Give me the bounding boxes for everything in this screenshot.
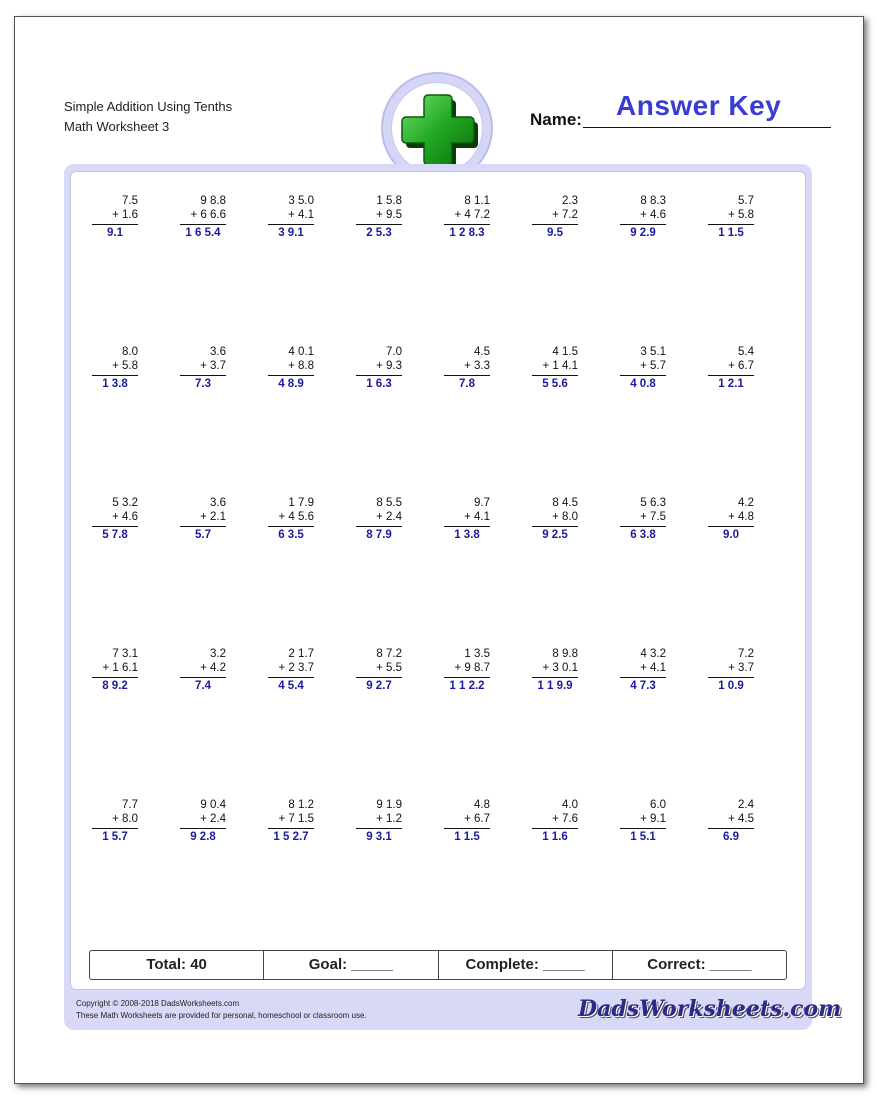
problem-bottom-operand: + 8.0 (552, 510, 578, 523)
problem-answer: 9 2.8 (190, 831, 216, 843)
problem-sum-line (268, 828, 314, 829)
problem-answer: 6.9 (723, 831, 739, 843)
problem-sum-line (620, 224, 666, 225)
problem-top-operand: 8 9.8 (552, 648, 578, 660)
problem-bottom-operand: + 4.8 (728, 510, 754, 523)
problem-bottom-operand: + 5.8 (112, 359, 138, 372)
problem-sum-line (532, 677, 578, 678)
problem-sum-line (356, 224, 402, 225)
problem-2-8 (708, 346, 754, 392)
problem-1-4 (356, 195, 402, 241)
problem-top-operand: 6.0 (650, 799, 666, 811)
problem-sum-line (708, 224, 754, 225)
problem-sum-line (444, 375, 490, 376)
problem-top-operand: 4.5 (474, 346, 490, 358)
problem-top-operand: 4.2 (738, 497, 754, 509)
problem-bottom-operand: + 7.2 (552, 208, 578, 221)
problem-answer: 1 5.7 (102, 831, 128, 843)
problem-answer: 7.8 (459, 378, 475, 390)
problem-bottom-operand: + 3.7 (728, 661, 754, 674)
problem-top-operand: 4 0.1 (288, 346, 314, 358)
problem-2-2 (180, 346, 226, 392)
problem-answer: 1 2.1 (718, 378, 744, 390)
problem-answer: 9 2.9 (630, 227, 656, 239)
problem-bottom-operand: + 7 1.5 (278, 812, 314, 825)
problem-bottom-operand: + 5.8 (728, 208, 754, 221)
problem-top-operand: 4.8 (474, 799, 490, 811)
problem-4-3 (268, 648, 314, 694)
problem-bottom-operand: + 1 4.1 (542, 359, 578, 372)
problem-top-operand: 7.0 (386, 346, 402, 358)
problem-sum-line (444, 224, 490, 225)
problem-top-operand: 7.5 (122, 195, 138, 207)
problem-answer: 9.1 (107, 227, 123, 239)
problem-sum-line (268, 224, 314, 225)
problem-answer: 1 5.1 (630, 831, 656, 843)
problem-1-3 (268, 195, 314, 241)
problem-sum-line (620, 677, 666, 678)
problem-sum-line (620, 526, 666, 527)
problem-sum-line (532, 526, 578, 527)
copyright-text: Copyright © 2008-2018 DadsWorksheets.com (76, 999, 240, 1008)
problem-sum-line (708, 677, 754, 678)
problem-bottom-operand: + 8.0 (112, 812, 138, 825)
problems-area (70, 171, 806, 990)
problem-top-operand: 1 5.8 (376, 195, 402, 207)
problem-sum-line (268, 375, 314, 376)
problem-3-4 (356, 497, 402, 543)
problem-sum-line (444, 828, 490, 829)
problem-sum-line (356, 828, 402, 829)
problem-answer: 4 0.8 (630, 378, 656, 390)
problem-answer: 1 5 2.7 (273, 831, 309, 843)
problem-top-operand: 8 4.5 (552, 497, 578, 509)
problem-3-3 (268, 497, 314, 543)
problem-sum-line (708, 375, 754, 376)
problem-top-operand: 2 1.7 (288, 648, 314, 660)
problem-4-1 (92, 648, 138, 694)
problem-bottom-operand: + 1.2 (376, 812, 402, 825)
problem-answer: 2 5.3 (366, 227, 392, 239)
problem-bottom-operand: + 9 8.7 (454, 661, 490, 674)
problem-answer: 9.5 (547, 227, 563, 239)
problem-top-operand: 4 1.5 (552, 346, 578, 358)
problem-5-7 (620, 799, 666, 845)
problem-bottom-operand: + 8.8 (288, 359, 314, 372)
problem-bottom-operand: + 7.5 (640, 510, 666, 523)
problem-bottom-operand: + 4.1 (640, 661, 666, 674)
problem-answer: 5.7 (195, 529, 211, 541)
problem-bottom-operand: + 4.2 (200, 661, 226, 674)
problem-5-5 (444, 799, 490, 845)
problem-answer: 4 7.3 (630, 680, 656, 692)
problem-top-operand: 3 5.1 (640, 346, 666, 358)
problem-bottom-operand: + 7.6 (552, 812, 578, 825)
problems-frame (64, 164, 812, 1030)
title-line-2: Math Worksheet 3 (64, 119, 170, 134)
problem-2-7 (620, 346, 666, 392)
problem-4-5 (444, 648, 490, 694)
problem-top-operand: 8 1.1 (464, 195, 490, 207)
goal-cell[interactable]: Goal: _____ (264, 951, 438, 979)
problem-5-3 (268, 799, 314, 845)
problem-sum-line (92, 224, 138, 225)
problem-5-4 (356, 799, 402, 845)
problem-top-operand: 4 3.2 (640, 648, 666, 660)
problem-bottom-operand: + 3.3 (464, 359, 490, 372)
problem-answer: 7.3 (195, 378, 211, 390)
problem-sum-line (620, 828, 666, 829)
problem-top-operand: 9 0.4 (200, 799, 226, 811)
problem-3-8 (708, 497, 754, 543)
problem-sum-line (708, 526, 754, 527)
problem-bottom-operand: + 4 5.6 (278, 510, 314, 523)
problem-top-operand: 9.7 (474, 497, 490, 509)
problem-answer: 5 7.8 (102, 529, 128, 541)
problem-top-operand: 3 5.0 (288, 195, 314, 207)
problem-top-operand: 5.7 (738, 195, 754, 207)
problem-top-operand: 3.6 (210, 497, 226, 509)
problem-1-2 (180, 195, 226, 241)
problem-answer: 4 5.4 (278, 680, 304, 692)
problem-answer: 7.4 (195, 680, 211, 692)
brand-logo: DadsWorksheets.com (578, 996, 842, 1022)
logo-badge-inner (391, 82, 483, 174)
problem-answer: 3 9.1 (278, 227, 304, 239)
problem-answer: 9 2.7 (366, 680, 392, 692)
problem-top-operand: 2.4 (738, 799, 754, 811)
problem-answer: 1 3.8 (454, 529, 480, 541)
problem-sum-line (356, 375, 402, 376)
problem-top-operand: 5 6.3 (640, 497, 666, 509)
problem-bottom-operand: + 9.5 (376, 208, 402, 221)
problem-5-6 (532, 799, 578, 845)
problem-top-operand: 9 8.8 (200, 195, 226, 207)
problem-answer: 1 6.3 (366, 378, 392, 390)
problem-top-operand: 2.3 (562, 195, 578, 207)
problem-bottom-operand: + 4.5 (728, 812, 754, 825)
problem-top-operand: 7.2 (738, 648, 754, 660)
problem-2-6 (532, 346, 578, 392)
problem-bottom-operand: + 1 6.1 (102, 661, 138, 674)
problem-4-8 (708, 648, 754, 694)
worksheet-title (64, 97, 232, 137)
problem-2-1 (92, 346, 138, 392)
problem-1-7 (620, 195, 666, 241)
name-label: Name: (530, 110, 582, 129)
problem-sum-line (620, 375, 666, 376)
problem-bottom-operand: + 4.6 (112, 510, 138, 523)
problem-2-3 (268, 346, 314, 392)
problem-answer: 5 5.6 (542, 378, 568, 390)
problem-top-operand: 8 5.5 (376, 497, 402, 509)
problem-top-operand: 8 1.2 (288, 799, 314, 811)
problem-4-6 (532, 648, 578, 694)
problem-bottom-operand: + 5.7 (640, 359, 666, 372)
problem-3-5 (444, 497, 490, 543)
answer-key-label: Answer Key (616, 90, 782, 121)
problem-bottom-operand: + 4 7.2 (454, 208, 490, 221)
problem-2-4 (356, 346, 402, 392)
problem-top-operand: 3.6 (210, 346, 226, 358)
problem-top-operand: 1 3.5 (464, 648, 490, 660)
problem-bottom-operand: + 3.7 (200, 359, 226, 372)
problem-sum-line (92, 677, 138, 678)
problem-sum-line (444, 526, 490, 527)
green-plus-icon (392, 83, 484, 175)
problem-top-operand: 7.7 (122, 799, 138, 811)
problem-4-7 (620, 648, 666, 694)
problem-answer: 1 2 8.3 (449, 227, 485, 239)
problem-bottom-operand: + 2.4 (376, 510, 402, 523)
problem-3-7 (620, 497, 666, 543)
problem-sum-line (180, 677, 226, 678)
problem-3-2 (180, 497, 226, 543)
problem-top-operand: 4.0 (562, 799, 578, 811)
problem-answer: 1 6 5.4 (185, 227, 221, 239)
copyright-block (76, 998, 367, 1022)
problem-4-2 (180, 648, 226, 694)
problem-top-operand: 7 3.1 (112, 648, 138, 660)
problem-sum-line (180, 224, 226, 225)
problem-top-operand: 9 1.9 (376, 799, 402, 811)
problem-top-operand: 5.4 (738, 346, 754, 358)
score-bar (89, 950, 787, 980)
problem-1-6 (532, 195, 578, 241)
problem-bottom-operand: + 6.7 (464, 812, 490, 825)
problem-bottom-operand: + 5.5 (376, 661, 402, 674)
problem-4-4 (356, 648, 402, 694)
total-cell: Total: 40 (90, 951, 264, 979)
problem-top-operand: 8 8.3 (640, 195, 666, 207)
problem-answer: 6 3.5 (278, 529, 304, 541)
problem-1-1 (92, 195, 138, 241)
problem-bottom-operand: + 4.1 (464, 510, 490, 523)
problem-sum-line (92, 375, 138, 376)
problem-bottom-operand: + 2 3.7 (278, 661, 314, 674)
problem-bottom-operand: + 6.7 (728, 359, 754, 372)
problem-answer: 8 7.9 (366, 529, 392, 541)
problem-answer: 1 3.8 (102, 378, 128, 390)
problem-bottom-operand: + 2.1 (200, 510, 226, 523)
problem-top-operand: 8.0 (122, 346, 138, 358)
name-field-line[interactable] (583, 127, 831, 128)
problem-answer: 1 1 2.2 (449, 680, 485, 692)
problem-2-5 (444, 346, 490, 392)
title-line-1: Simple Addition Using Tenths (64, 99, 233, 114)
problem-sum-line (532, 375, 578, 376)
problem-sum-line (180, 828, 226, 829)
problem-bottom-operand: + 2.4 (200, 812, 226, 825)
problem-1-8 (708, 195, 754, 241)
problem-bottom-operand: + 9.1 (640, 812, 666, 825)
problem-answer: 4 8.9 (278, 378, 304, 390)
problem-answer: 1 0.9 (718, 680, 744, 692)
problem-sum-line (92, 828, 138, 829)
problem-answer: 9 2.5 (542, 529, 568, 541)
problem-5-8 (708, 799, 754, 845)
problem-top-operand: 8 7.2 (376, 648, 402, 660)
problem-sum-line (356, 677, 402, 678)
problem-bottom-operand: + 4.1 (288, 208, 314, 221)
problem-bottom-operand: + 6 6.6 (190, 208, 226, 221)
problem-sum-line (356, 526, 402, 527)
problem-sum-line (180, 526, 226, 527)
problem-3-6 (532, 497, 578, 543)
problem-sum-line (532, 828, 578, 829)
problem-3-1 (92, 497, 138, 543)
problem-answer: 1 1.5 (454, 831, 480, 843)
problem-bottom-operand: + 3 0.1 (542, 661, 578, 674)
problem-1-5 (444, 195, 490, 241)
problem-answer: 1 1.5 (718, 227, 744, 239)
problem-bottom-operand: + 4.6 (640, 208, 666, 221)
problem-answer: 6 3.8 (630, 529, 656, 541)
problem-answer: 1 1 9.9 (537, 680, 573, 692)
problem-5-2 (180, 799, 226, 845)
usage-note: These Math Worksheets are provided for personal, homeschool or classroom use. (76, 1011, 367, 1020)
problem-5-1 (92, 799, 138, 845)
problem-top-operand: 3.2 (210, 648, 226, 660)
problem-top-operand: 5 3.2 (112, 497, 138, 509)
problem-sum-line (444, 677, 490, 678)
complete-cell[interactable]: Complete: _____ (439, 951, 613, 979)
problem-answer: 8 9.2 (102, 680, 128, 692)
correct-cell[interactable]: Correct: _____ (647, 956, 752, 973)
problem-bottom-operand: + 1.6 (112, 208, 138, 221)
problem-sum-line (532, 224, 578, 225)
problem-answer: 9.0 (723, 529, 739, 541)
problem-answer: 9 3.1 (366, 831, 392, 843)
problem-answer: 1 1.6 (542, 831, 568, 843)
problem-sum-line (92, 526, 138, 527)
problem-top-operand: 1 7.9 (288, 497, 314, 509)
problem-bottom-operand: + 9.3 (376, 359, 402, 372)
problem-sum-line (180, 375, 226, 376)
problem-sum-line (708, 828, 754, 829)
problem-sum-line (268, 677, 314, 678)
problem-sum-line (268, 526, 314, 527)
